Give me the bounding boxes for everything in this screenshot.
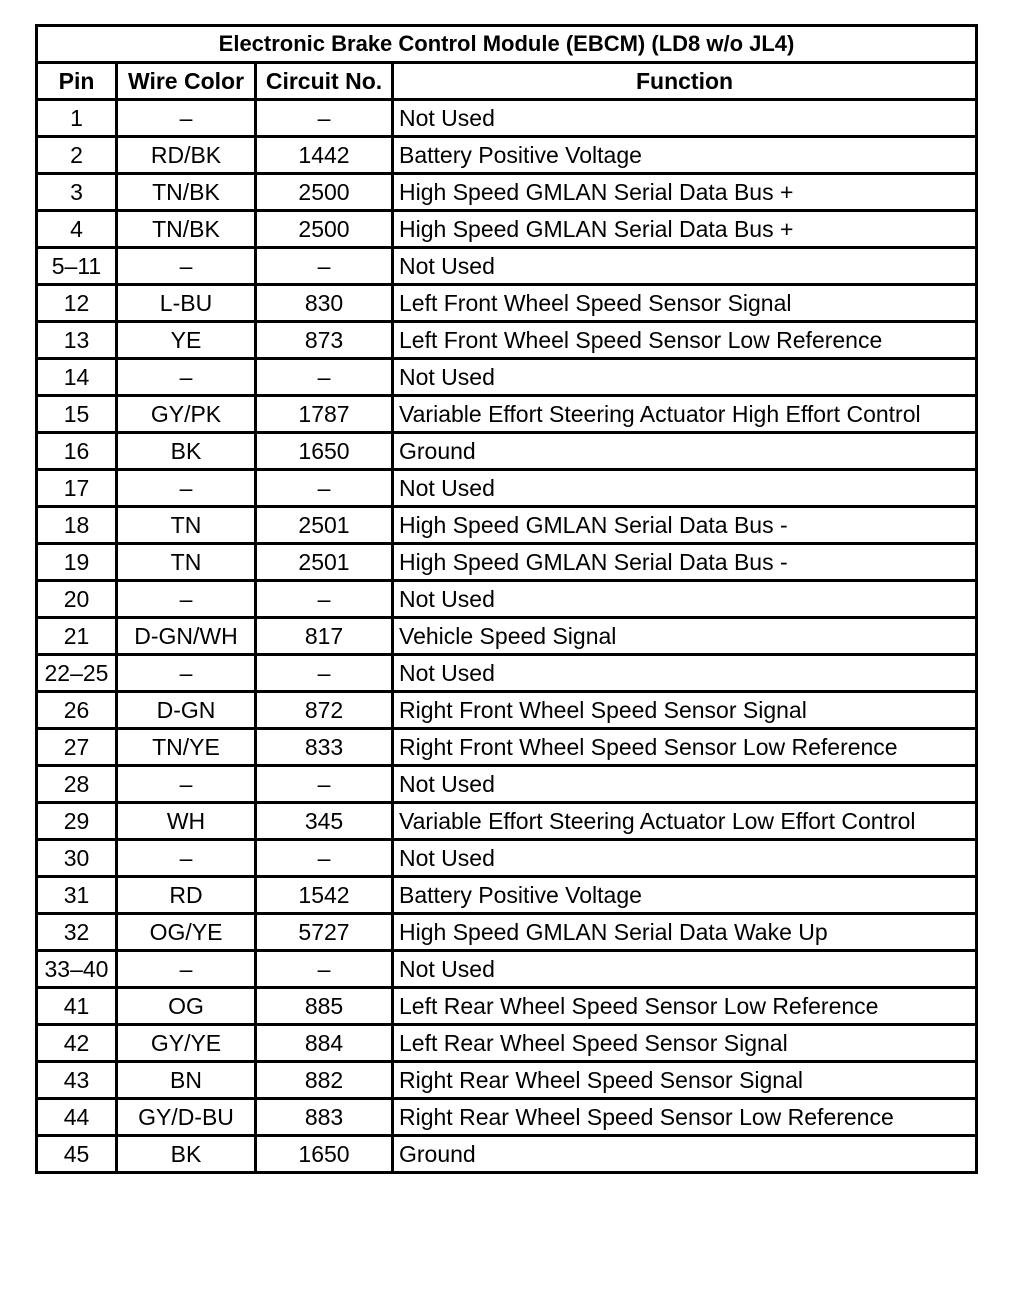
circuit-no-cell: – — [256, 655, 393, 692]
table-row — [37, 840, 977, 877]
table-row — [37, 248, 977, 285]
pin-cell: 21 — [37, 618, 117, 655]
pin-cell: 4 — [37, 211, 117, 248]
pin-cell: 5–11 — [37, 248, 117, 285]
pin-cell: 20 — [37, 581, 117, 618]
pin-cell: 16 — [37, 433, 117, 470]
table-row — [37, 100, 977, 137]
function-cell: Right Front Wheel Speed Sensor Low Reference — [393, 729, 977, 766]
table-row — [37, 433, 977, 470]
function-cell: Not Used — [393, 100, 977, 137]
function-cell: Battery Positive Voltage — [393, 137, 977, 174]
circuit-no-cell: 2501 — [256, 544, 393, 581]
wire-color-cell: GY/YE — [117, 1025, 256, 1062]
circuit-no-cell: 2501 — [256, 507, 393, 544]
pin-cell: 32 — [37, 914, 117, 951]
wire-color-cell: – — [117, 655, 256, 692]
circuit-no-cell: 1542 — [256, 877, 393, 914]
pin-cell: 12 — [37, 285, 117, 322]
table-row — [37, 951, 977, 988]
table-title: Electronic Brake Control Module (EBCM) (LD8 w/o JL4) — [37, 26, 977, 63]
pin-column-header: Pin — [37, 63, 117, 100]
pin-cell: 33–40 — [37, 951, 117, 988]
wire-color-cell: BN — [117, 1062, 256, 1099]
pin-cell: 14 — [37, 359, 117, 396]
circuit-no-cell: – — [256, 766, 393, 803]
function-cell: High Speed GMLAN Serial Data Bus + — [393, 211, 977, 248]
wire-color-cell: – — [117, 951, 256, 988]
function-cell: Not Used — [393, 655, 977, 692]
table-row — [37, 692, 977, 729]
circuit-no-cell: 2500 — [256, 174, 393, 211]
function-cell: Right Rear Wheel Speed Sensor Signal — [393, 1062, 977, 1099]
wire-color-cell: – — [117, 581, 256, 618]
circuit-no-cell: – — [256, 248, 393, 285]
wire-color-cell: – — [117, 248, 256, 285]
table-row — [37, 470, 977, 507]
function-cell: Not Used — [393, 359, 977, 396]
function-cell: High Speed GMLAN Serial Data Bus - — [393, 507, 977, 544]
pin-cell: 13 — [37, 322, 117, 359]
circuit-no-cell: – — [256, 581, 393, 618]
circuit-no-cell: – — [256, 100, 393, 137]
table-row — [37, 914, 977, 951]
wire-color-cell: GY/PK — [117, 396, 256, 433]
table-row — [37, 803, 977, 840]
pin-cell: 31 — [37, 877, 117, 914]
function-cell: Not Used — [393, 470, 977, 507]
circuit-no-cell: 1650 — [256, 433, 393, 470]
circuit-no-cell: 833 — [256, 729, 393, 766]
circuit-no-cell: 2500 — [256, 211, 393, 248]
wire-color-cell: RD — [117, 877, 256, 914]
wire-color-cell: – — [117, 100, 256, 137]
function-cell: Not Used — [393, 951, 977, 988]
pin-cell: 19 — [37, 544, 117, 581]
table-row — [37, 507, 977, 544]
wire-color-cell: – — [117, 840, 256, 877]
pin-cell: 17 — [37, 470, 117, 507]
circuit-no-cell: – — [256, 840, 393, 877]
pin-cell: 1 — [37, 100, 117, 137]
wire-color-cell: WH — [117, 803, 256, 840]
wire-color-cell: YE — [117, 322, 256, 359]
table-row — [37, 1025, 977, 1062]
circuit-no-cell: 882 — [256, 1062, 393, 1099]
circuit-no-cell: 830 — [256, 285, 393, 322]
pin-cell: 44 — [37, 1099, 117, 1136]
pin-cell: 3 — [37, 174, 117, 211]
pin-cell: 45 — [37, 1136, 117, 1173]
wire-color-cell: TN/BK — [117, 174, 256, 211]
wire-color-cell: TN/BK — [117, 211, 256, 248]
table-row — [37, 581, 977, 618]
table-row — [37, 137, 977, 174]
function-cell: Right Front Wheel Speed Sensor Signal — [393, 692, 977, 729]
pin-cell: 27 — [37, 729, 117, 766]
pin-cell: 41 — [37, 988, 117, 1025]
function-cell: Not Used — [393, 248, 977, 285]
wire-color-cell: – — [117, 359, 256, 396]
circuit-no-cell: 817 — [256, 618, 393, 655]
table-row — [37, 729, 977, 766]
function-cell: Left Front Wheel Speed Sensor Low Reference — [393, 322, 977, 359]
wire-color-cell: BK — [117, 1136, 256, 1173]
table-row — [37, 766, 977, 803]
circuit-no-cell: 883 — [256, 1099, 393, 1136]
function-cell: Left Front Wheel Speed Sensor Signal — [393, 285, 977, 322]
pin-cell: 2 — [37, 137, 117, 174]
circuit-no-cell: 873 — [256, 322, 393, 359]
table-row — [37, 1099, 977, 1136]
circuit-no-cell: – — [256, 470, 393, 507]
circuit-no-cell: 872 — [256, 692, 393, 729]
pin-cell: 29 — [37, 803, 117, 840]
circuit-no-cell: – — [256, 951, 393, 988]
wire-color-cell: D-GN/WH — [117, 618, 256, 655]
wire-color-cell: OG/YE — [117, 914, 256, 951]
circuit-no-cell: 345 — [256, 803, 393, 840]
table-row — [37, 988, 977, 1025]
table-row — [37, 211, 977, 248]
pin-cell: 18 — [37, 507, 117, 544]
circuit-no-cell: 5727 — [256, 914, 393, 951]
table-row — [37, 877, 977, 914]
function-cell: Not Used — [393, 840, 977, 877]
circuit-no-cell: 1650 — [256, 1136, 393, 1173]
wire-color-cell: GY/D-BU — [117, 1099, 256, 1136]
wire-color-cell: BK — [117, 433, 256, 470]
circuit-no-cell: 884 — [256, 1025, 393, 1062]
table-title-row — [37, 26, 977, 63]
function-cell: Left Rear Wheel Speed Sensor Low Reference — [393, 988, 977, 1025]
pin-cell: 22–25 — [37, 655, 117, 692]
function-cell: Battery Positive Voltage — [393, 877, 977, 914]
column-header-row — [37, 63, 977, 100]
table-row — [37, 618, 977, 655]
function-cell: Variable Effort Steering Actuator High Effort Control — [393, 396, 977, 433]
wire-color-cell: D-GN — [117, 692, 256, 729]
function-cell: Right Rear Wheel Speed Sensor Low Reference — [393, 1099, 977, 1136]
table-row — [37, 544, 977, 581]
table-row — [37, 1062, 977, 1099]
function-column-header: Function — [393, 63, 977, 100]
function-cell: Ground — [393, 433, 977, 470]
circuit-no-cell: 1787 — [256, 396, 393, 433]
pin-cell: 28 — [37, 766, 117, 803]
function-cell: Ground — [393, 1136, 977, 1173]
pin-cell: 26 — [37, 692, 117, 729]
function-cell: Vehicle Speed Signal — [393, 618, 977, 655]
circuit-no-cell: 885 — [256, 988, 393, 1025]
function-cell: Left Rear Wheel Speed Sensor Signal — [393, 1025, 977, 1062]
table-row — [37, 655, 977, 692]
wire-color-cell: – — [117, 470, 256, 507]
circuit-no-column-header: Circuit No. — [256, 63, 393, 100]
pin-cell: 30 — [37, 840, 117, 877]
table-row — [37, 285, 977, 322]
function-cell: High Speed GMLAN Serial Data Wake Up — [393, 914, 977, 951]
table-row — [37, 1136, 977, 1173]
table-row — [37, 322, 977, 359]
table-row — [37, 174, 977, 211]
function-cell: High Speed GMLAN Serial Data Bus + — [393, 174, 977, 211]
function-cell: Variable Effort Steering Actuator Low Effort Control — [393, 803, 977, 840]
wire-color-cell: OG — [117, 988, 256, 1025]
table-row — [37, 396, 977, 433]
wire-color-cell: L-BU — [117, 285, 256, 322]
function-cell: Not Used — [393, 766, 977, 803]
pin-cell: 42 — [37, 1025, 117, 1062]
table-row — [37, 359, 977, 396]
ebcm-pinout-table — [35, 24, 978, 1174]
wire-color-cell: TN/YE — [117, 729, 256, 766]
wire-color-cell: RD/BK — [117, 137, 256, 174]
function-cell: Not Used — [393, 581, 977, 618]
function-cell: High Speed GMLAN Serial Data Bus - — [393, 544, 977, 581]
wire-color-cell: – — [117, 766, 256, 803]
wire-color-column-header: Wire Color — [117, 63, 256, 100]
pin-cell: 15 — [37, 396, 117, 433]
wire-color-cell: TN — [117, 544, 256, 581]
pin-cell: 43 — [37, 1062, 117, 1099]
circuit-no-cell: – — [256, 359, 393, 396]
pin-rows — [37, 100, 977, 1173]
circuit-no-cell: 1442 — [256, 137, 393, 174]
wire-color-cell: TN — [117, 507, 256, 544]
